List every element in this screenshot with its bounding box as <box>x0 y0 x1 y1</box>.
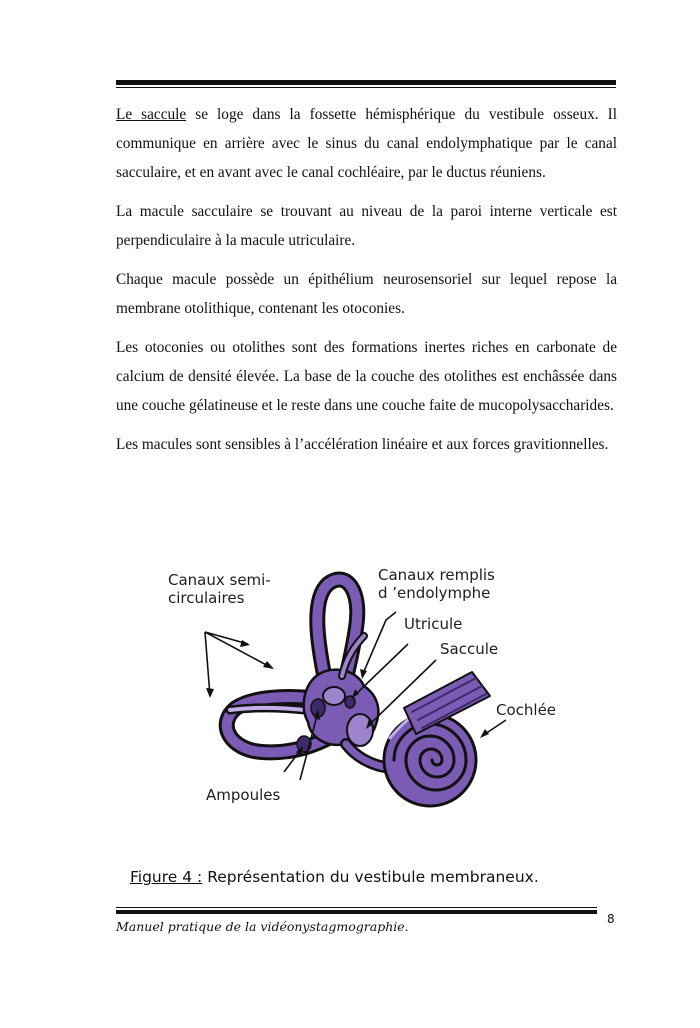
label-canaux-semi-circulaires: Canaux semi- circulaires <box>168 571 271 607</box>
label-cochlee: Cochlée <box>496 701 557 719</box>
body-text <box>116 100 617 469</box>
label-ampoules: Ampoules <box>206 786 281 804</box>
footer-rule <box>116 907 597 908</box>
paragraph-macule-sacculaire: La macule sacculaire se trouvant au niveau de la paroi interne verticale est perpendiculaire à la macule utriculaire. <box>116 203 617 249</box>
figure-caption <box>130 868 539 886</box>
paragraph-macules-sensibles: Les macules sont sensibles à l’accélération linéaire et aux forces gravitionnelles. <box>116 436 609 453</box>
paragraph-saccule-text: se loge dans la fossette hémisphérique du vestibule osseux. Il communique en arrière avec le sinus du canal endolymphatique par le canal sacculaire, et en avant avec le canal cochléaire, par le ductus réuniens. <box>116 106 617 181</box>
label-utricule: Utricule <box>404 615 463 633</box>
page-number: 8 <box>607 912 615 926</box>
figure-number: Figure 4 : <box>130 868 203 886</box>
term-saccule: Le saccule <box>116 106 187 123</box>
footer-title: Manuel pratique de la vidéonystagmographie. <box>116 919 409 934</box>
figure-caption-text: Représentation du vestibule membraneux. <box>202 868 539 886</box>
paragraph-saccule <box>116 100 617 187</box>
vestibule-figure <box>150 548 557 818</box>
paragraph-otoconies: Les otoconies ou otolithes sont des formations inertes riches en carbonate de calcium de densité élevée. La base de la couche des otolithes est enchâssée dans une couche gélatineuse et le reste dans une couche faite de mucopolysaccharides. <box>116 339 617 414</box>
header-rule <box>116 80 616 85</box>
paragraph-epithelium: Chaque macule possède un épithélium neurosensoriel sur lequel repose la membrane otolithique, contenant les otoconies. <box>116 271 617 317</box>
label-saccule: Saccule <box>440 640 499 658</box>
label-canaux-remplis: Canaux remplis d ’endolymphe <box>378 566 495 602</box>
